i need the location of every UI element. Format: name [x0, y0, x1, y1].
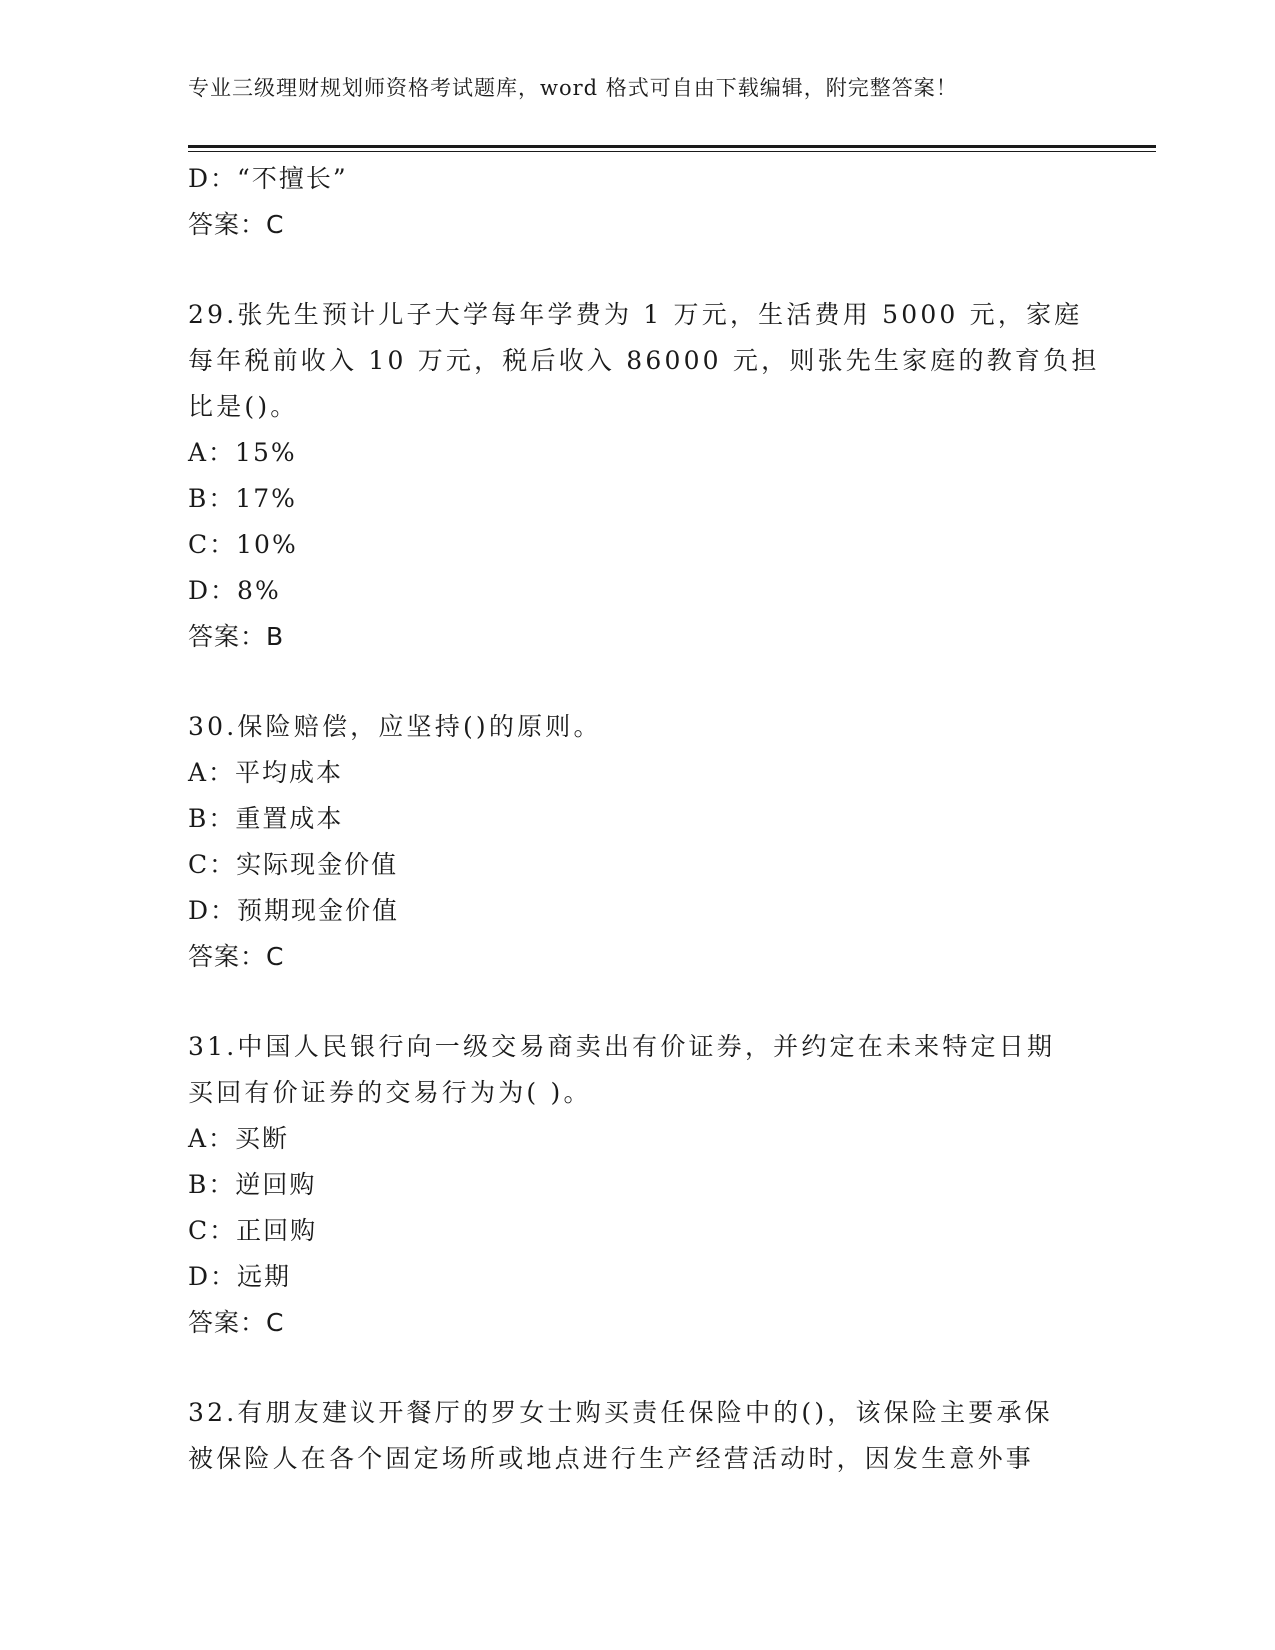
page-header: 专业三级理财规划师资格考试题库，word 格式可自由下载编辑，附完整答案！	[188, 76, 958, 100]
prev-answer: 答案：C	[188, 210, 285, 239]
option-c: C：10%	[188, 530, 298, 559]
question-29	[188, 292, 1100, 660]
prev-option-d: D：“不擅长”	[188, 164, 348, 193]
option-b: B：重置成本	[188, 804, 344, 833]
answer: 答案：B	[188, 622, 285, 651]
question-text-line: 比是()。	[188, 392, 299, 421]
option-a: A：平均成本	[188, 758, 344, 787]
option-c: C：实际现金价值	[188, 850, 399, 879]
question-content	[188, 156, 1100, 1482]
option-b: B：逆回购	[188, 1170, 317, 1199]
question-30	[188, 704, 1088, 980]
option-b: B：17%	[188, 484, 297, 513]
question-32	[188, 1390, 1088, 1482]
question-text-line: 32.有朋友建议开餐厅的罗女士购买责任保险中的()，该保险主要承保	[188, 1398, 1053, 1427]
question-text-line: 29.张先生预计儿子大学每年学费为 1 万元，生活费用 5000 元，家庭	[188, 300, 1083, 329]
question-text-line: 31.中国人民银行向一级交易商卖出有价证券，并约定在未来特定日期	[188, 1032, 1056, 1061]
question-31	[188, 1024, 1088, 1346]
question-text-line: 被保险人在各个固定场所或地点进行生产经营活动时，因发生意外事	[188, 1444, 1035, 1473]
answer: 答案：C	[188, 942, 285, 971]
answer: 答案：C	[188, 1308, 285, 1337]
option-d: D：8%	[188, 576, 281, 605]
option-a: A：15%	[188, 438, 297, 467]
option-c: C：正回购	[188, 1216, 318, 1245]
option-a: A：买断	[188, 1124, 290, 1153]
option-d: D：远期	[188, 1262, 292, 1291]
option-d: D：预期现金价值	[188, 896, 400, 925]
header-rule-thick	[188, 145, 1156, 148]
header-rule-thin	[188, 151, 1156, 152]
question-text-line: 每年税前收入 10 万元，税后收入 86000 元，则张先生家庭的教育负担	[188, 346, 1100, 375]
question-text-line: 30.保险赔偿，应坚持()的原则。	[188, 712, 602, 741]
question-text-line: 买回有价证券的交易行为为( )。	[188, 1078, 592, 1107]
